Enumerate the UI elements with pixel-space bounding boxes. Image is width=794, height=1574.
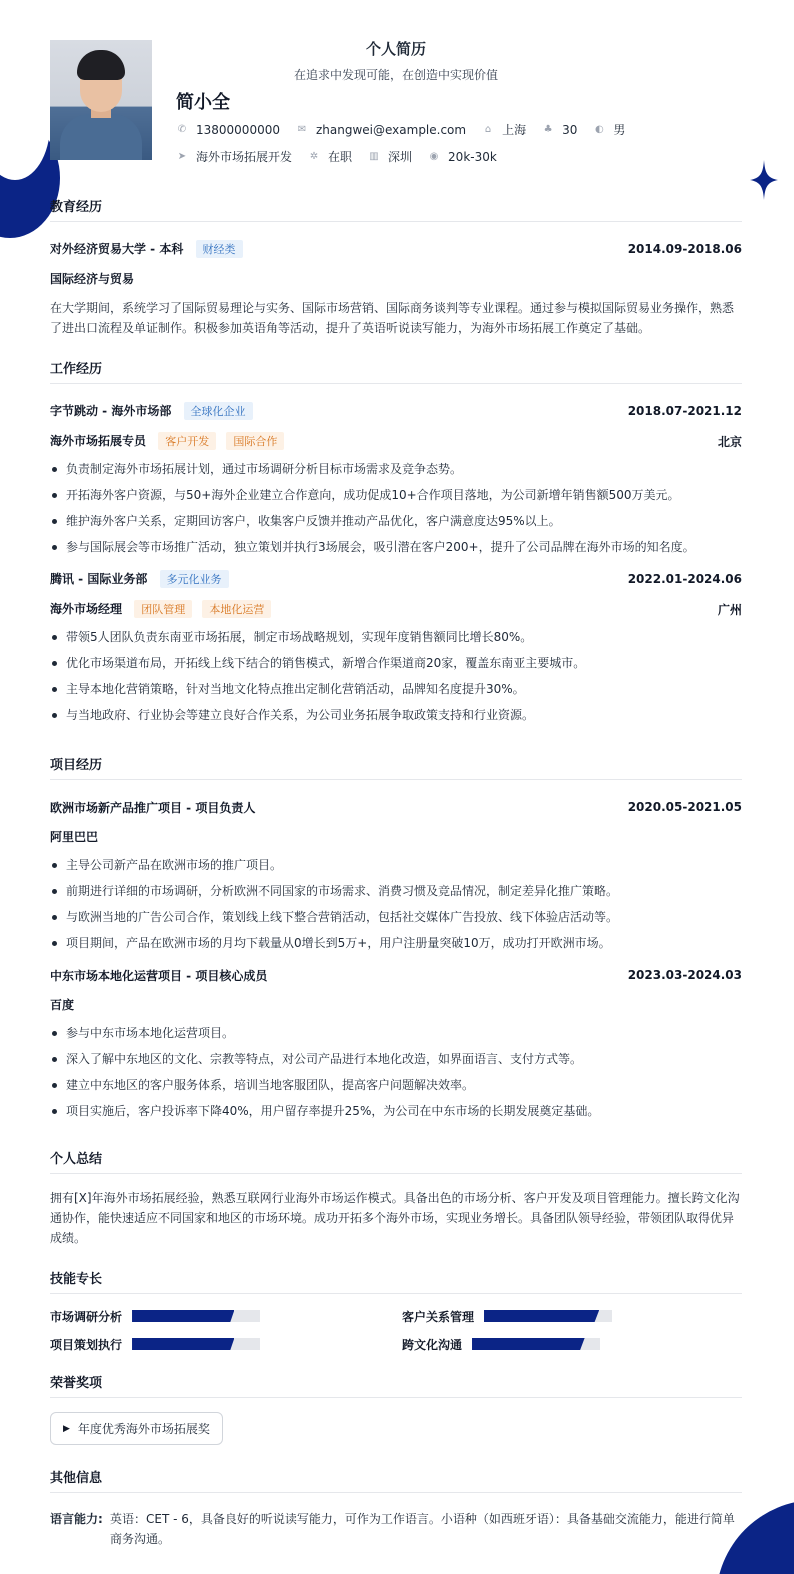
- list-item: 建立中东地区的客户服务体系，培训当地客服团队，提高客户问题解决效率。: [50, 1072, 742, 1098]
- list-item: 开拓海外客户资源，与50+海外企业建立合作意向，成功促成10+合作项目落地，为公司新增年销售额500万美元。: [50, 482, 742, 508]
- project-period: 2020.05-2021.05: [627, 800, 742, 814]
- target-city-value: 深圳: [388, 150, 413, 164]
- work-entry: [50, 402, 742, 560]
- resume-page: [50, 0, 742, 1549]
- projects-section: [50, 754, 742, 1124]
- company-name: 字节跳动 - 海外市场部: [50, 404, 172, 418]
- work-role-row: [50, 600, 742, 618]
- skill-bar: [132, 1310, 260, 1322]
- candidate-name: 简小全: [176, 92, 230, 113]
- project-period: 2023.03-2024.03: [627, 968, 742, 982]
- section-title: 荣誉奖项: [50, 1372, 742, 1398]
- list-item: 维护海外客户关系，定期回访客户，收集客户反馈并推动产品优化，客户满意度达95%以上。: [50, 508, 742, 534]
- role-title: 海外市场经理: [50, 602, 123, 616]
- project-bullets: [50, 1020, 742, 1124]
- language-row: [50, 1509, 742, 1549]
- project-title: 中东市场本地化运营项目 - 项目核心成员: [50, 968, 268, 983]
- salary-value: 20k-30k: [448, 149, 497, 164]
- skill-bar-fill: [132, 1338, 234, 1350]
- project-entry: [50, 966, 742, 1124]
- skill-bar: [132, 1338, 260, 1350]
- section-title: 技能专长: [50, 1268, 742, 1294]
- salary-item: [428, 150, 497, 164]
- education-section: [50, 196, 742, 338]
- cake-icon: ♣: [543, 124, 553, 135]
- section-title: 项目经历: [50, 754, 742, 780]
- company-tag: 全球化企业: [184, 402, 253, 420]
- skill-name: 市场调研分析: [50, 1309, 123, 1324]
- email-icon: ✉: [297, 124, 307, 135]
- send-icon: ➤: [177, 151, 187, 162]
- list-item: 参与中东市场本地化运营项目。: [50, 1020, 742, 1046]
- target-position-item: [176, 148, 292, 165]
- work-bullets: [50, 456, 742, 560]
- section-title: 教育经历: [50, 196, 742, 222]
- status-item: [308, 148, 352, 165]
- skill-bar-fill: [132, 1310, 234, 1322]
- education-description: 在大学期间，系统学习了国际贸易理论与实务、国际市场营销、国际商务谈判等专业课程。通过参与模拟国际贸易业务操作，熟悉了进出口流程及单证制作。积极参加英语角等活动，提升了英语听说读写能力，为海外市场拓展工作奠定了基础。: [50, 301, 735, 335]
- language-label: 语言能力:: [50, 1512, 103, 1526]
- age-value: 30: [562, 122, 578, 137]
- job-intent-row: [176, 148, 513, 165]
- home-icon: ⌂: [484, 124, 492, 135]
- email-item: [296, 123, 466, 137]
- education-period: 2014.09-2018.06: [627, 242, 742, 256]
- project-entry: [50, 798, 742, 956]
- skill-bar: [472, 1338, 600, 1350]
- skills-section: [50, 1268, 742, 1352]
- sparkle-star-icon: [750, 160, 778, 200]
- coin-icon: ◉: [429, 151, 439, 162]
- role-tag: 客户开发: [158, 432, 216, 450]
- summary-section: [50, 1148, 742, 1248]
- gender-value: 男: [613, 123, 626, 137]
- role-tag: 团队管理: [134, 600, 192, 618]
- gear-icon: ✲: [309, 151, 319, 162]
- resume-header: [50, 0, 742, 186]
- list-item: 主导公司新产品在欧洲市场的推广项目。: [50, 852, 742, 878]
- phone-value: 13800000000: [196, 122, 280, 137]
- skill-name: 客户关系管理: [402, 1309, 475, 1324]
- work-bullets: [50, 624, 742, 728]
- skill-name: 跨文化沟通: [402, 1337, 463, 1352]
- skill-item: [50, 1336, 402, 1352]
- list-item: 与当地政府、行业协会等建立良好合作关系，为公司业务拓展争取政策支持和行业资源。: [50, 702, 742, 728]
- gender-item: [593, 121, 625, 138]
- list-item: 参与国际展会等市场推广活动，独立策划并执行3场展会，吸引潜在客户200+，提升了公司品牌在海外市场的知名度。: [50, 534, 742, 560]
- skill-bar-fill: [472, 1338, 585, 1350]
- skill-name: 项目策划执行: [50, 1337, 123, 1352]
- skill-item: [50, 1308, 402, 1324]
- skill-bar: [484, 1310, 612, 1322]
- skill-item: [402, 1336, 742, 1352]
- role-tag: 国际合作: [226, 432, 284, 450]
- list-item: 主导本地化营销策略，针对当地文化特点推出定制化营销活动，品牌知名度提升30%。: [50, 676, 742, 702]
- status-value: 在职: [328, 150, 353, 164]
- work-location: 广州: [717, 602, 742, 617]
- list-item: 深入了解中东地区的文化、宗教等特点，对公司产品进行本地化改造，如界面语言、支付方式等。: [50, 1046, 742, 1072]
- other-section: [50, 1467, 742, 1549]
- work-entry-header: [50, 402, 742, 420]
- play-triangle-icon: ▶: [63, 1423, 70, 1434]
- phone-item: [176, 123, 280, 137]
- work-entry: [50, 570, 742, 728]
- city-value: 上海: [502, 123, 527, 137]
- work-period: 2022.01-2024.06: [627, 572, 742, 586]
- school-name: 对外经济贸易大学 - 本科: [50, 242, 184, 256]
- skill-item: [402, 1308, 742, 1324]
- gender-icon: ◐: [595, 124, 604, 135]
- city-item: [482, 121, 526, 138]
- list-item: 与欧洲当地的广告公司合作，策划线上线下整合营销活动，包括社交媒体广告投放、线下体验店活动等。: [50, 904, 742, 930]
- age-item: [542, 123, 577, 137]
- list-item: 优化市场渠道布局，开拓线上线下结合的销售模式，新增合作渠道商20家，覆盖东南亚主要城市。: [50, 650, 742, 676]
- list-item: 带领5人团队负责东南亚市场拓展，制定市场战略规划，实现年度销售额同比增长80%。: [50, 624, 742, 650]
- company-tag: 多元化业务: [160, 570, 229, 588]
- building-icon: ▥: [369, 151, 379, 162]
- target-city-item: [368, 148, 412, 165]
- role-tag: 本地化运营: [202, 600, 271, 618]
- company-name: 腾讯 - 国际业务部: [50, 572, 148, 586]
- list-item: 项目期间，产品在欧洲市场的月均下载量从0增长到5万+，用户注册量突破10万，成功打开欧洲市场。: [50, 930, 742, 956]
- major: 国际经济与贸易: [50, 272, 135, 286]
- section-title: 其他信息: [50, 1467, 742, 1493]
- skill-bar-fill: [484, 1310, 599, 1322]
- work-role-row: [50, 432, 742, 450]
- summary-text: 拥有[X]年海外市场拓展经验，熟悉互联网行业海外市场运作模式。具备出色的市场分析、客户开发及项目管理能力。擅长跨文化沟通协作，能快速适应不同国家和地区的市场环境。成功开拓多个海外市场，实现业务增长。具备团队领导经验，带领团队取得优异成绩。: [50, 1191, 740, 1245]
- work-section: [50, 358, 742, 728]
- target-position-value: 海外市场拓展开发: [196, 150, 293, 164]
- section-title: 个人总结: [50, 1148, 742, 1174]
- project-title: 欧洲市场新产品推广项目 - 项目负责人: [50, 800, 256, 815]
- role-title: 海外市场拓展专员: [50, 434, 147, 448]
- list-item: 项目实施后，客户投诉率下降40%，用户留存率提升25%，为公司在中东市场的长期发展奠定基础。: [50, 1098, 742, 1124]
- awards-section: [50, 1372, 742, 1445]
- list-item: 负责制定海外市场拓展计划，通过市场调研分析目标市场需求及竞争态势。: [50, 456, 742, 482]
- project-org: 阿里巴巴: [50, 830, 99, 844]
- work-entry-header: [50, 570, 742, 588]
- work-location: 北京: [717, 434, 742, 449]
- award-item[interactable]: [50, 1412, 223, 1445]
- education-entry-header: [50, 240, 742, 258]
- phone-icon: ✆: [177, 124, 187, 135]
- section-title: 工作经历: [50, 358, 742, 384]
- project-org: 百度: [50, 998, 75, 1012]
- work-period: 2018.07-2021.12: [627, 404, 742, 418]
- school-tag: 财经类: [196, 240, 243, 258]
- project-bullets: [50, 852, 742, 956]
- document-title: 个人简历: [365, 40, 426, 58]
- award-label: 年度优秀海外市场拓展奖: [77, 1422, 210, 1436]
- list-item: 前期进行详细的市场调研，分析欧洲不同国家的市场需求、消费习惯及竞品情况，制定差异化推广策略。: [50, 878, 742, 904]
- document-subtitle: 在追求中发现可能，在创造中实现价值: [293, 68, 498, 82]
- contact-info-row: [176, 121, 641, 138]
- language-value: 英语：CET - 6，具备良好的听说读写能力，可作为工作语言。小语种（如西班牙语）：具备基础交流能力，能进行简单商务沟通。: [110, 1512, 735, 1546]
- email-value: zhangwei@example.com: [315, 122, 467, 137]
- project-header: [50, 798, 742, 816]
- skills-grid: [50, 1308, 742, 1352]
- project-header: [50, 966, 742, 984]
